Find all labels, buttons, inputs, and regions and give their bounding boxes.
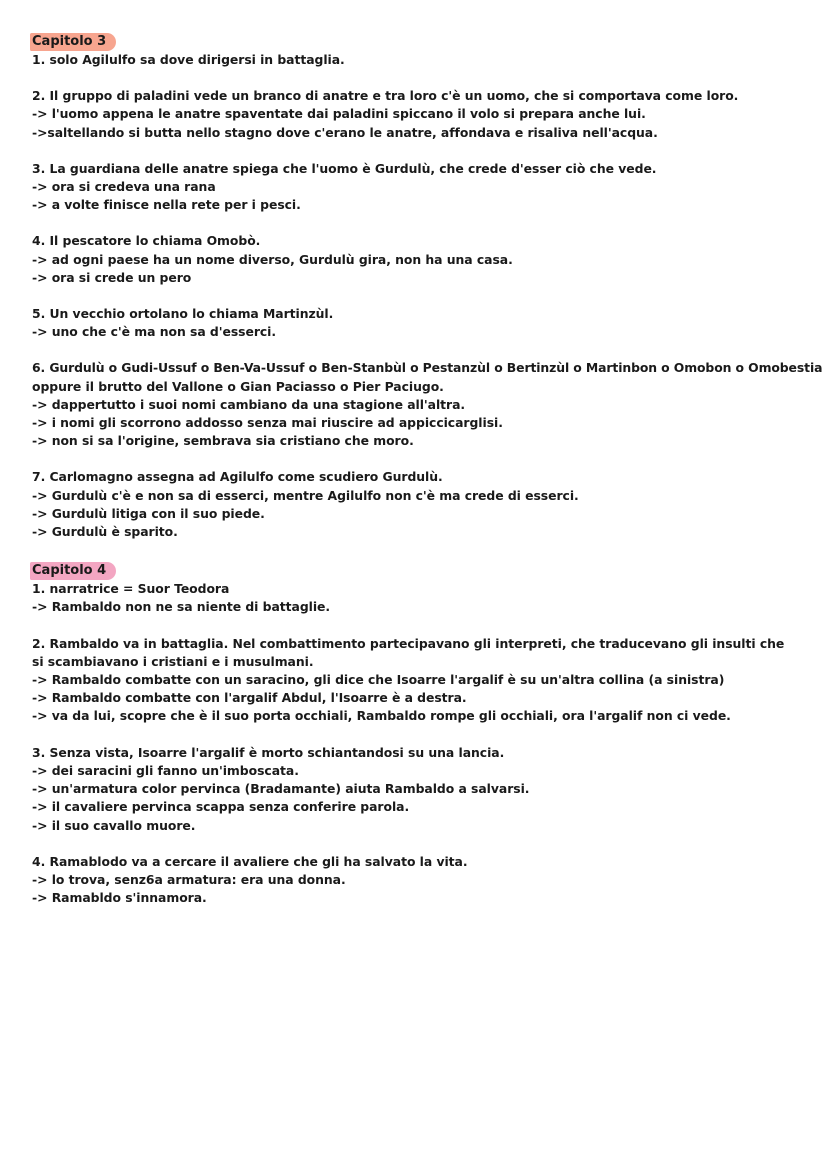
chapter-title: Capitolo 3 <box>30 33 116 51</box>
section-heading-line: 2. Il gruppo di paladini vede un branco di anatre e tra loro c'è un uomo, che si comportava come loro. <box>32 88 739 104</box>
section-heading-line: 1. solo Agilulfo sa dove dirigersi in battaglia. <box>32 52 345 67</box>
note-line: -> l'uomo appena le anatre spaventate dai paladini spiccano il volo si prepara anche lui. <box>32 106 646 122</box>
note-line: -> lo trova, senz6a armatura: era una donna. <box>32 871 346 887</box>
note-section <box>32 305 822 341</box>
note-line: oppure il brutto del Vallone o Gian Paciasso o Pier Paciugo. <box>32 378 444 394</box>
note-line: -> uno che c'è ma non sa d'esserci. <box>32 324 277 340</box>
note-line: -> Rambaldo non ne sa niente di battaglie. <box>32 599 331 615</box>
note-line: -> dappertutto i suoi nomi cambiano da una stagione all'altra. <box>32 396 466 412</box>
note-line: -> non si sa l'origine, sembrava sia cristiano che moro. <box>32 433 414 449</box>
section-heading-line: 4. Il pescatore lo chiama Omobò. <box>32 233 261 249</box>
note-line: -> dei saracini gli fanno un'imboscata. <box>32 762 299 778</box>
note-section <box>32 160 822 215</box>
chapter-title: Capitolo 4 <box>30 562 116 580</box>
note-line: si scambiavano i cristiani e i musulmani. <box>32 653 314 669</box>
chapter-3 <box>32 30 822 541</box>
note-line: -> ad ogni paese ha un nome diverso, Gurdulù gira, non ha una casa. <box>32 251 513 267</box>
note-line: -> il suo cavallo muore. <box>32 817 196 833</box>
section-heading-line: 2. Rambaldo va in battaglia. Nel combattimento partecipavano gli interpreti, che traducevano gli insulti che <box>32 635 785 651</box>
note-line: -> Gurdulù litiga con il suo piede. <box>32 505 265 521</box>
note-section <box>32 853 822 908</box>
note-line: -> un'armatura color pervinca (Bradamante) aiuta Rambaldo a salvarsi. <box>32 781 530 797</box>
section-heading-line: 5. Un vecchio ortolano lo chiama Martinzùl. <box>32 306 334 322</box>
note-line: -> il cavaliere pervinca scappa senza conferire parola. <box>32 799 410 815</box>
section-heading-line: 3. Senza vista, Isoarre l'argalif è morto schiantandosi su una lancia. <box>32 744 505 760</box>
note-line: -> Gurdulù è sparito. <box>32 524 178 540</box>
note-line: -> i nomi gli scorrono addosso senza mai riuscire ad appiccicarglisi. <box>32 415 503 431</box>
note-section <box>32 51 822 69</box>
note-line: -> ora si credeva una rana <box>32 179 216 195</box>
note-line: -> va da lui, scopre che è il suo porta occhiali, Rambaldo rompe gli occhiali, ora l'argalif non ci vede. <box>32 708 731 724</box>
section-heading-line: 4. Ramablodo va a cercare il avaliere che gli ha salvato la vita. <box>32 853 468 869</box>
section-heading-line: 7. Carlomagno assegna ad Agilulfo come scudiero Gurdulù. <box>32 469 443 485</box>
section-heading-line: 1. narratrice = Suor Teodora <box>32 581 230 597</box>
note-line: ->saltellando si butta nello stagno dove c'erano le anatre, affondava e risaliva nell'acqua. <box>32 124 658 140</box>
note-line: -> ora si crede un pero <box>32 269 192 285</box>
note-section <box>32 580 822 616</box>
note-section <box>32 744 822 835</box>
note-line: -> Ramabldo s'innamora. <box>32 890 207 906</box>
notes-page <box>32 30 822 925</box>
note-section <box>32 359 822 450</box>
note-section <box>32 232 822 287</box>
note-section <box>32 468 822 541</box>
note-line: -> a volte finisce nella rete per i pesci. <box>32 197 301 213</box>
note-line: -> Rambaldo combatte con l'argalif Abdul, l'Isoarre è a destra. <box>32 690 467 706</box>
note-section <box>32 635 822 726</box>
note-line: -> Gurdulù c'è e non sa di esserci, mentre Agilulfo non c'è ma crede di esserci. <box>32 487 579 503</box>
chapter-body <box>32 580 822 907</box>
note-line: -> Rambaldo combatte con un saracino, gli dice che Isoarre l'argalif è su un'altra collina (a sinistra) <box>32 672 725 688</box>
section-heading-line: 6. Gurdulù o Gudi-Ussuf o Ben-Va-Ussuf o Ben-Stanbùl o Pestanzùl o Bertinzùl o Martinbon o Omobon o Omobestia <box>32 360 823 376</box>
chapter-body <box>32 51 822 541</box>
note-section <box>32 87 822 142</box>
section-heading-line: 3. La guardiana delle anatre spiega che l'uomo è Gurdulù, che crede d'esser ciò che vede. <box>32 160 657 176</box>
chapter-4 <box>32 559 822 907</box>
